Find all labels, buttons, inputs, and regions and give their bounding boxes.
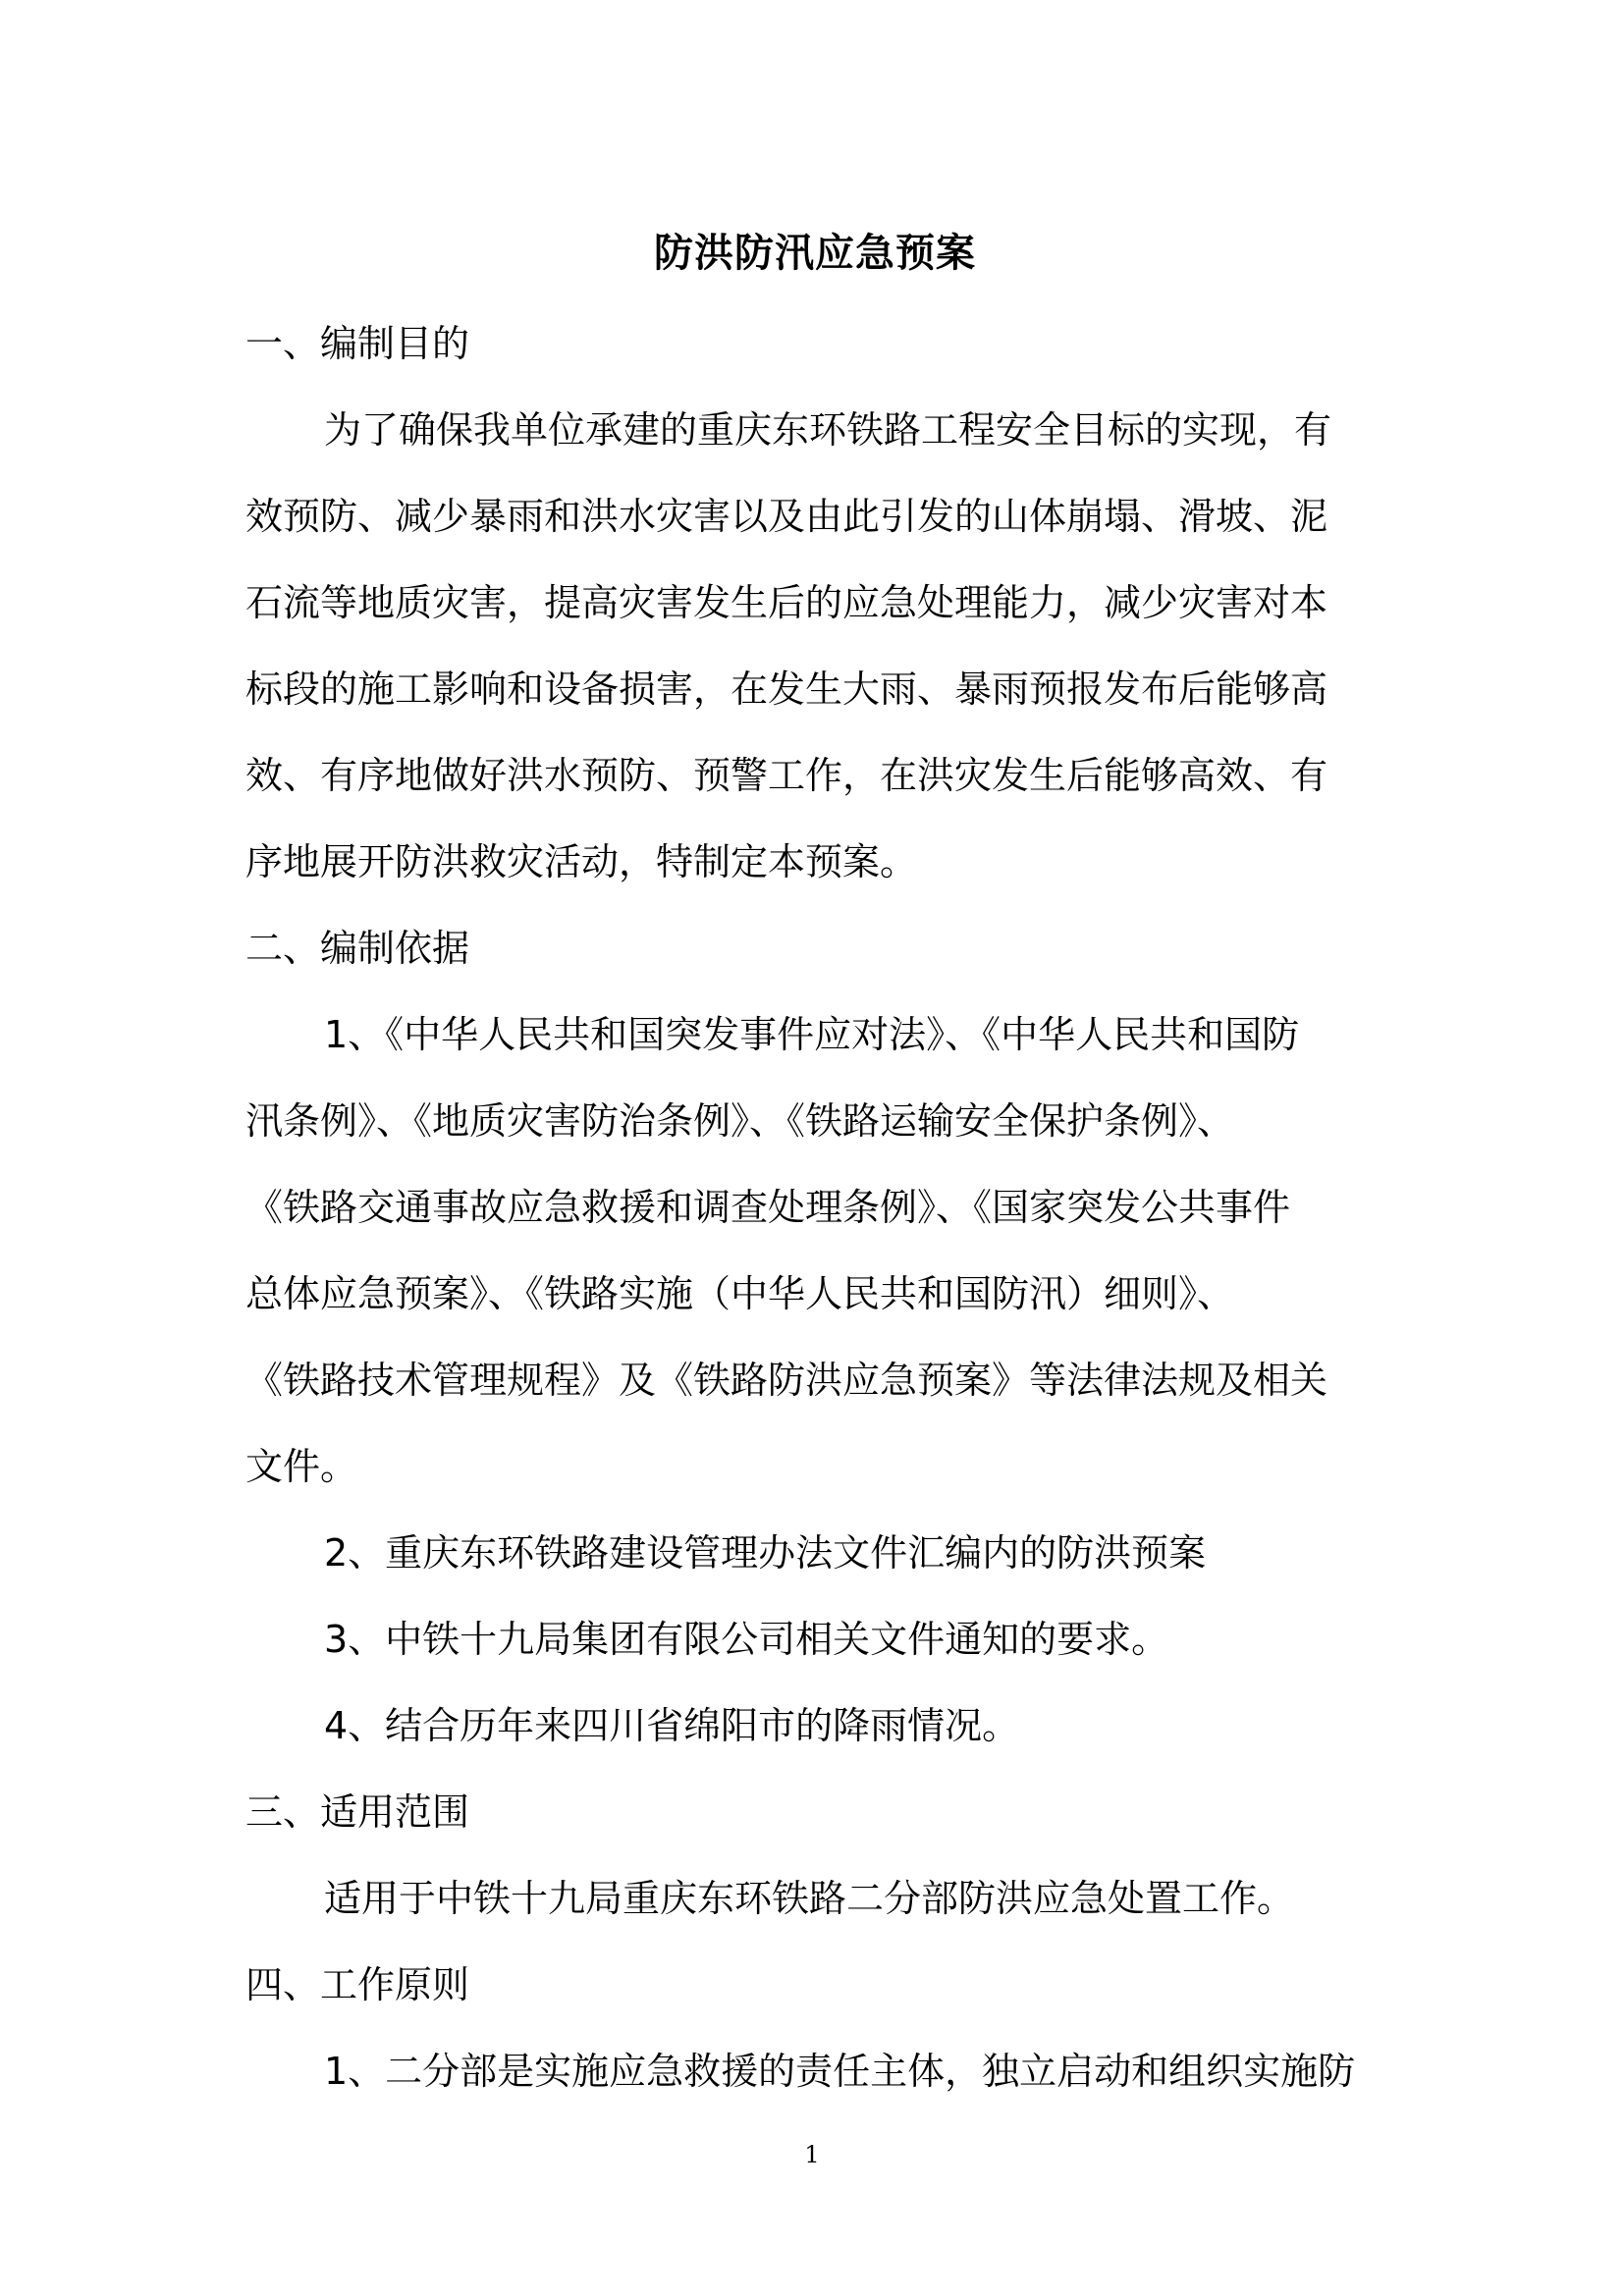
section-heading-2: [245, 905, 1384, 991]
section-2-item-3: [245, 1596, 1384, 1682]
paragraph-line: 效预防、减少暴雨和洪水灾害以及由此引发的山体崩塌、滑坡、泥: [245, 495, 1328, 538]
document-title: 防洪防汛应急预案: [654, 231, 976, 276]
paragraph-line: 总体应急预案》、《铁路实施（中华人民共和国防汛）细则》、: [245, 1272, 1235, 1315]
paragraph-line: 1、《中华人民共和国突发事件应对法》、《中华人民共和国防: [324, 1013, 1300, 1056]
section-heading-text: 三、适用范围: [245, 1790, 470, 1834]
paragraph-line: 为了确保我单位承建的重庆东环铁路工程安全目标的实现，有: [324, 408, 1332, 452]
paragraph-line: 序地展开防洪救灾活动，特制定本预案。: [245, 840, 918, 883]
paragraph-line: 标段的施工影响和设备损害，在发生大雨、暴雨预报发布后能够高: [245, 667, 1328, 711]
paragraph-line: 《铁路交通事故应急救援和调查处理条例》、《国家突发公共事件: [245, 1186, 1291, 1229]
paragraph-line: 3、中铁十九局集团有限公司相关文件通知的要求。: [324, 1618, 1169, 1661]
section-heading-text: 四、工作原则: [245, 1963, 470, 2006]
paragraph-line: 文件。: [245, 1445, 358, 1488]
paragraph-line: 效、有序地做好洪水预防、预警工作，在洪灾发生后能够高效、有: [245, 754, 1328, 797]
section-heading-text: 二、编制依据: [245, 927, 470, 970]
paragraph-line: 适用于中铁十九局重庆东环铁路二分部防洪应急处置工作。: [324, 1877, 1295, 1920]
section-2-item-1: [245, 991, 1384, 1510]
paragraph-line: 石流等地质灾害，提高灾害发生后的应急处理能力，减少灾害对本: [245, 581, 1328, 624]
paragraph-line: 汛条例》、《地质灾害防治条例》、《铁路运输安全保护条例》、: [245, 1099, 1235, 1143]
section-heading-4: [245, 1942, 1384, 2028]
paragraph-line: 《铁路技术管理规程》及《铁路防洪应急预案》等法律法规及相关: [245, 1359, 1328, 1402]
paragraph-line: 2、重庆东环铁路建设管理办法文件汇编内的防洪预案: [324, 1531, 1207, 1575]
section-2-item-4: [245, 1682, 1384, 1769]
section-2-item-2: [245, 1510, 1384, 1596]
section-3-paragraph: [245, 1855, 1384, 1942]
section-heading-text: 一、编制目的: [245, 322, 470, 365]
paragraph-line: 1、二分部是实施应急救援的责任主体，独立启动和组织实施防: [324, 2050, 1356, 2093]
section-heading-1: [245, 300, 1384, 387]
section-1-paragraph: [245, 387, 1384, 905]
paragraph-line: 4、结合历年来四川省绵阳市的降雨情况。: [324, 1704, 1020, 1747]
section-heading-3: [245, 1769, 1384, 1855]
page-number: 1: [804, 2141, 820, 2168]
section-4-item-1: [245, 2028, 1384, 2114]
